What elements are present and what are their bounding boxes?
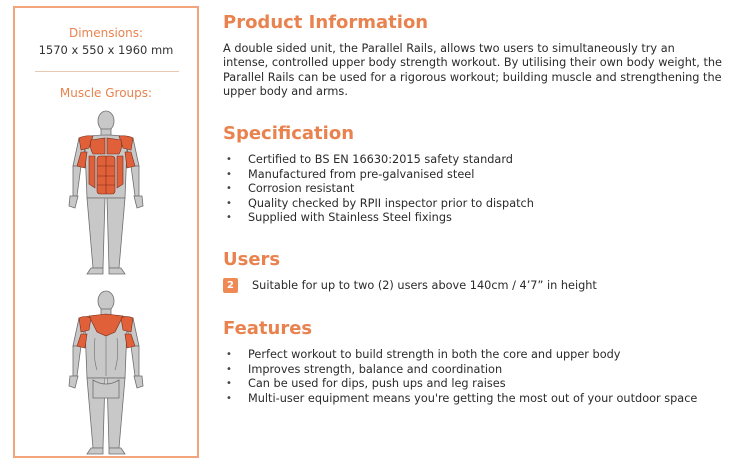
back-right-deltoid <box>121 317 133 333</box>
features-heading: Features <box>223 318 313 339</box>
front-right-hand <box>134 196 143 208</box>
muscle-groups-label: Muscle Groups: <box>59 86 153 100</box>
back-glutes <box>93 380 119 398</box>
list-item: • Supplied with Stainless Steel fixings <box>223 211 534 226</box>
front-left-oblique <box>89 156 95 188</box>
list-item: • Multi-user equipment means you're getting the most out of your outdoor space <box>223 392 697 407</box>
list-item: • Can be used for dips, push ups and leg raises <box>223 377 697 392</box>
front-left-pectoral <box>90 138 105 154</box>
front-left-foot <box>87 268 103 274</box>
list-item: • Certified to BS EN 16630:2015 safety standard <box>223 153 534 168</box>
specification-list <box>223 153 534 226</box>
front-right-leg <box>107 198 125 268</box>
list-item: • Corrosion resistant <box>223 182 534 197</box>
front-right-pectoral <box>107 138 122 154</box>
back-right-hand <box>134 376 143 388</box>
users-description: Suitable for up to two (2) users above 140cm / 4’7” in height <box>252 279 597 292</box>
users-heading: Users <box>223 249 281 270</box>
dimensions-value: 1570 x 550 x 1960 mm <box>38 43 174 57</box>
back-right-forearm <box>131 346 139 376</box>
back-left-foot <box>87 448 103 454</box>
front-head <box>98 111 114 131</box>
list-item: • Improves strength, balance and coordination <box>223 363 697 378</box>
front-left-forearm <box>73 166 81 196</box>
specs-sidebar <box>13 6 199 458</box>
front-right-oblique <box>117 156 123 188</box>
list-item: • Quality checked by RPII inspector prior to dispatch <box>223 197 534 212</box>
front-body-muscle-diagram <box>15 108 197 278</box>
back-body-muscle-diagram <box>15 288 197 458</box>
list-item: • Manufactured from pre-galvanised steel <box>223 168 534 183</box>
back-head <box>98 291 114 311</box>
back-left-forearm <box>73 346 81 376</box>
front-left-hand <box>69 196 78 208</box>
back-left-deltoid <box>79 317 91 333</box>
back-left-hand <box>69 376 78 388</box>
product-information-heading: Product Information <box>223 12 429 33</box>
front-left-leg <box>87 198 105 268</box>
front-right-foot <box>109 268 125 274</box>
dimensions-label: Dimensions: <box>68 26 144 40</box>
front-right-forearm <box>131 166 139 196</box>
user-count-badge: 2 <box>223 278 238 293</box>
sidebar-divider <box>35 71 179 72</box>
list-item: • Perfect workout to build strength in both the core and upper body <box>223 348 697 363</box>
product-description: A double sided unit, the Parallel Rails, allows two users to simultaneously try an intense, controlled upper body strength workout. By utilising their own body weight, the Parallel Rails can be used for a rigorous workout; building muscle and strengthening the upper body and arms. <box>223 42 723 99</box>
back-right-foot <box>109 448 125 454</box>
specification-heading: Specification <box>223 123 355 144</box>
features-list <box>223 348 697 406</box>
